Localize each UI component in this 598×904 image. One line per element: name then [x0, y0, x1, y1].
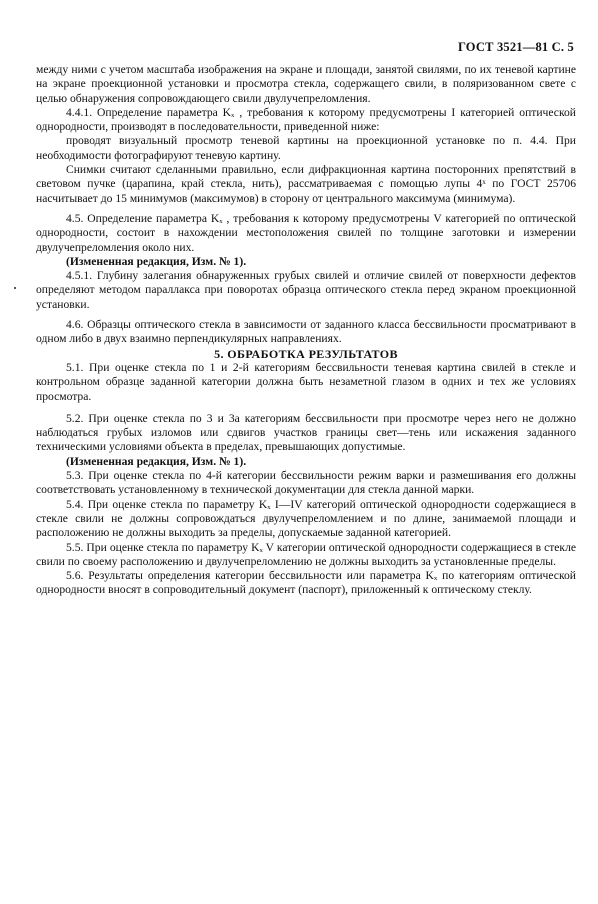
paragraph-4-5-1: 4.5.1. Глубину залегания обнаруженных грубых свилей и отличие свилей от поверхности дефектов определяют методом параллакса при поворотах образца оптического стекла перед экраном проекционной установки. — [36, 269, 576, 311]
amendment-note: (Измененная редакция, Изм. № 1). — [66, 454, 247, 468]
paragraph-4-4-1: 4.4.1. Определение параметра Kₓ , требования к которому предусмотрены I категорией оптической однородности, производят в последовательности, приведенной ниже: — [36, 105, 576, 134]
page-header: ГОСТ 3521—81 С. 5 — [457, 40, 574, 54]
document-body — [36, 63, 576, 598]
paragraph-5-4: 5.4. При оценке стекла по параметру Kₓ I—IV категорий оптической однородности содержащиеся в стекле свили не должны сопровождаться двулучепреломлением и по длине, занимаемой площади и расположению не должны выходить за пределы, допускаемые заданной категорией. — [36, 497, 576, 540]
scan-speck — [14, 287, 16, 289]
amendment-note: (Измененная редакция, Изм. № 1). — [66, 254, 247, 268]
paragraph-4-6: 4.6. Образцы оптического стекла в зависимости от заданного класса бессвильности просматривают в одном либо в двух взаимно перпендикулярных направлениях. — [36, 318, 576, 346]
paragraph-photo-criteria: Снимки считают сделанными правильно, если дифракционная картина посторонних препятствий в световом пучке (царапина, край стекла, нить), рассматриваемая с помощью лупы 4ˣ по ГОСТ 25706 насчитывает до 15 минимумов (максимумов) в сторону от центрального максимума (минимума). — [36, 163, 576, 205]
paragraph-5-3: 5.3. При оценке стекла по 4-й категории бессвильности режим варки и размешивания его должны соответствовать установленному в технической документации для стекла данной марки. — [36, 469, 576, 497]
paragraph-5-1: 5.1. При оценке стекла по 1 и 2-й категориям бессвильности теневая картина свилей в стекле и контрольном образце заданной категории должна быть незаметной глазом в одних и тех же условиях просмотра. — [36, 360, 576, 403]
paragraph-5-6: 5.6. Результаты определения категории бессвильности или параметра Kₓ по категориям оптической однородности вносят в сопроводительный документ (паспорт), приложенный к оптическому стеклу. — [36, 569, 576, 597]
paragraph-visual-inspection: проводят визуальный просмотр теневой картины на проекционной установке по п. 4.4. При необходимости фотографируют теневую картину. — [36, 134, 576, 162]
section-title: 5. ОБРАБОТКА РЕЗУЛЬТАТОВ — [214, 346, 398, 361]
paragraph-4-5: 4.5. Определение параметра Kₓ , требования к которому предусмотрены V категорией по оптической однородности, состоит в нахождении местоположения свилей по толщине заготовки и измерении двулучепреломления около них. — [36, 211, 576, 254]
paragraph-continuation: между ними с учетом масштаба изображения на экране и площади, занятой свилями, по их теневой картине на экране проекционной установки и просмотра стекла, содержащего свили, в поляризованном свете с целью обнаружения сопровождающего свили двулучепреломления. — [36, 63, 576, 105]
paragraph-5-2: 5.2. При оценке стекла по 3 и 3а категориям бессвильности при просмотре через него не должно наблюдаться грубых изломов или сдвигов участков границы свет—тень или искажения заданного техническими условиями объекта в пределах, превышающих допустимые. — [36, 411, 576, 454]
paragraph-5-5: 5.5. При оценке стекла по параметру Kₓ V категории оптической однородности содержащиеся в стекле свили по своему расположению и двулучепреломлению не должны выходить за установленные пределы. — [36, 540, 576, 568]
